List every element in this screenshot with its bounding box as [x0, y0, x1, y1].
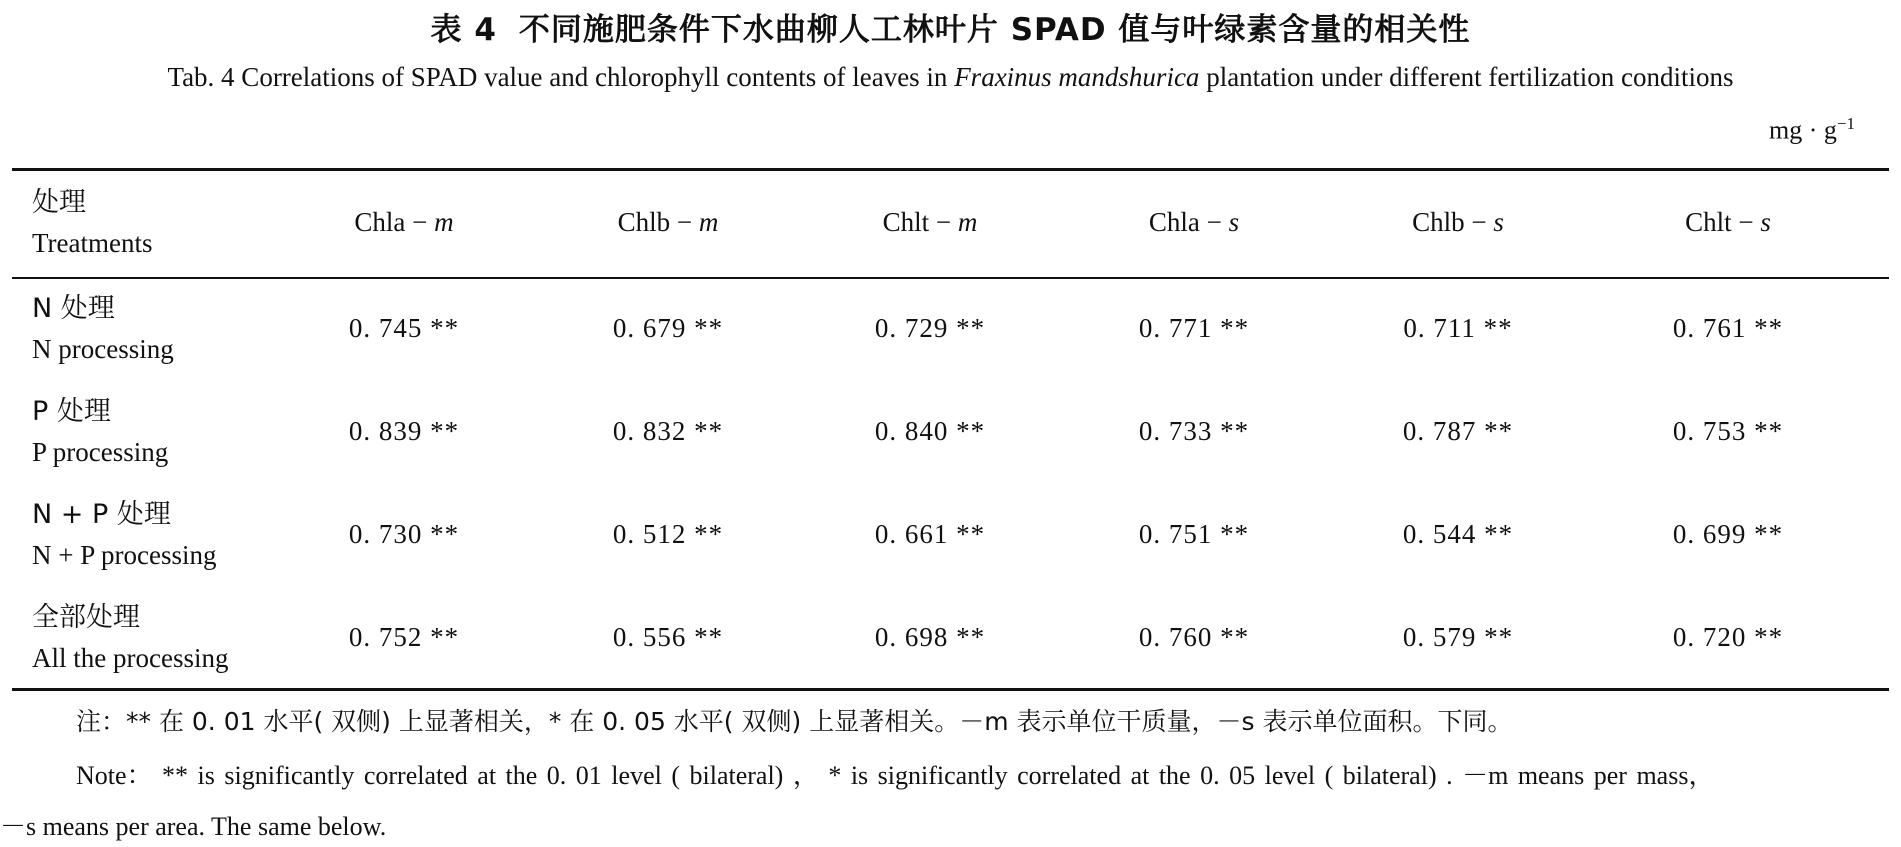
table-cell: 0. 840 ** — [874, 416, 986, 446]
table-caption-en-tail: plantation under different fertilization conditions — [1199, 62, 1734, 92]
row-label-cn: P 处理 — [32, 396, 111, 427]
footnote-en-line2: －s means per area. The same below. — [0, 812, 387, 841]
column-header-chlb-m: Chlb − m — [617, 207, 719, 237]
row-label-cn: N 处理 — [32, 293, 115, 324]
header-treatments-en: Treatments — [32, 228, 153, 258]
table-top-rule — [12, 168, 1889, 171]
row-label-n — [32, 288, 174, 370]
unit-exponent: −1 — [1836, 114, 1855, 133]
table-cell: 0. 720 ** — [1672, 622, 1784, 652]
table-cell: 0. 711 ** — [1403, 313, 1513, 343]
table-title-cn — [0, 4, 1901, 49]
table-caption-cn: 不同施肥条件下水曲柳人工林叶片 SPAD 值与叶绿素含量的相关性 — [518, 12, 1471, 48]
row-label-p — [32, 391, 168, 473]
table-cell: 0. 661 ** — [874, 519, 986, 549]
table-cell: 0. 787 ** — [1402, 416, 1514, 446]
table-cell: 0. 733 ** — [1138, 416, 1250, 446]
table-cell: 0. 698 ** — [874, 622, 986, 652]
table-cell: 0. 753 ** — [1672, 416, 1784, 446]
row-label-all — [32, 597, 228, 679]
table-cell: 0. 730 ** — [348, 519, 460, 549]
table-cell: 0. 751 ** — [1138, 519, 1250, 549]
table-cell: 0. 745 ** — [348, 313, 460, 343]
row-label-en: P processing — [32, 437, 169, 467]
header-treatments-cn: 处理 — [32, 187, 86, 218]
footnote-cn: 注：** 在 0. 01 水平( 双侧) 上显著相关，* 在 0. 05 水平( 双侧) 上显著相关。－m 表示单位干质量，－s 表示单位面积。下同。 — [76, 707, 1513, 736]
table-cell: 0. 679 ** — [612, 313, 724, 343]
table-cell: 0. 771 ** — [1138, 313, 1250, 343]
row-label-en: All the processing — [32, 643, 229, 673]
table-cell: 0. 839 ** — [348, 416, 460, 446]
table-cell: 0. 512 ** — [612, 519, 724, 549]
unit-text: mg · g — [1769, 115, 1837, 145]
table-cell: 0. 761 ** — [1672, 313, 1784, 343]
column-header-chlt-s: Chlt − s — [1685, 207, 1771, 237]
row-label-np — [32, 494, 216, 576]
footnote-en-line1: Note： ** is significantly correlated at the 0. 01 level ( bilateral) ， * is significantly correlated at the 0. 05 level ( bilateral) . －m means per mass， — [76, 761, 1715, 790]
table-caption-en-lead: Tab. 4 Correlations of SPAD value and chlorophyll contents of leaves in — [167, 62, 955, 92]
row-label-cn: 全部处理 — [32, 602, 140, 633]
species-name: Fraxinus mandshurica — [954, 62, 1200, 92]
column-header-chla-m: Chla − m — [354, 207, 454, 237]
table-cell: 0. 699 ** — [1672, 519, 1784, 549]
table-cell: 0. 729 ** — [874, 313, 986, 343]
table-number-cn: 表 4 — [430, 12, 497, 48]
table-cell: 0. 760 ** — [1138, 622, 1250, 652]
row-label-en: N processing — [32, 334, 174, 364]
column-header-chlt-m: Chlt − m — [882, 207, 978, 237]
table-cell: 0. 544 ** — [1402, 519, 1514, 549]
unit-label — [1769, 114, 1855, 146]
column-header-chla-s: Chla − s — [1148, 207, 1240, 237]
row-label-cn: N + P 处理 — [32, 499, 171, 530]
table-cell: 0. 752 ** — [348, 622, 460, 652]
table-cell: 0. 832 ** — [612, 416, 724, 446]
table-header-rule — [12, 277, 1889, 279]
table-cell: 0. 579 ** — [1402, 622, 1514, 652]
column-header-chlb-s: Chlb − s — [1412, 207, 1504, 237]
row-label-en: N + P processing — [32, 540, 217, 570]
table-cell: 0. 556 ** — [612, 622, 724, 652]
header-treatments — [32, 182, 153, 264]
table-bottom-rule — [12, 688, 1889, 691]
table-title-en — [0, 62, 1901, 93]
